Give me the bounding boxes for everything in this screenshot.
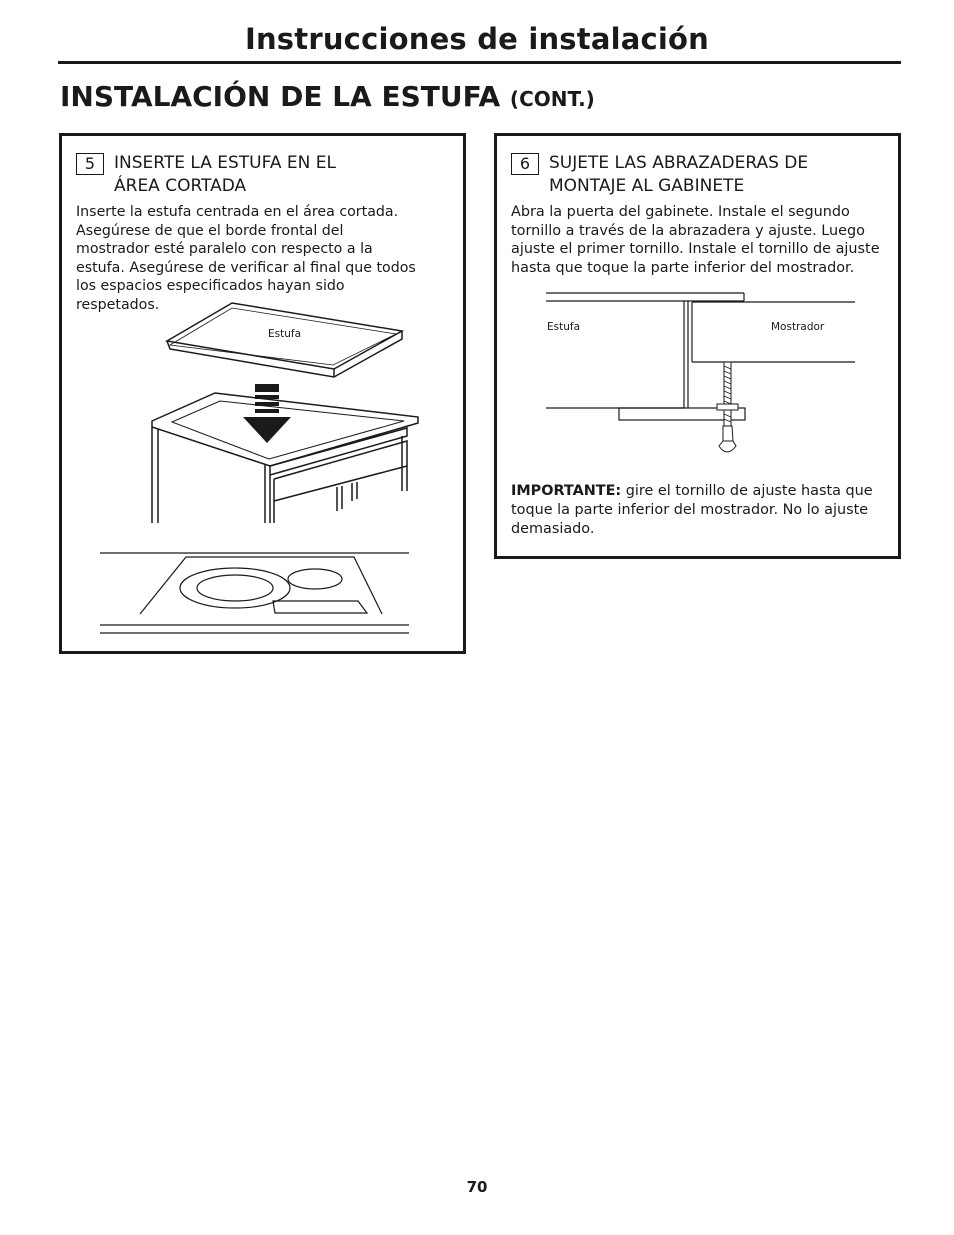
section-title-main: INSTALACIÓN DE LA ESTUFA [60,80,501,113]
step-5-panel [59,133,466,654]
step-6-panel [494,133,901,559]
step-6-number: 6 [511,153,539,175]
step-6-important-note [511,482,891,539]
step-5-title: INSERTE LA ESTUFA EN EL ÁREA CORTADA [114,153,336,196]
page-header-title: Instrucciones de instalación [244,22,710,56]
cooktop-insertion-illustration [62,291,463,651]
important-label: IMPORTANTE: [511,483,622,499]
step-5-number: 5 [76,153,104,175]
cooktop-top-view [100,553,409,633]
step-6-header [511,152,849,198]
cabinet-drawing [152,393,418,523]
step-5-body: Inserte la estufa centrada en el área cortada. Asegúrese de que el borde frontal del mostrador esté paralelo con respecto a la estufa. Asegúrese de verificar al final que todos los espacios especificados hayan sido respetados. [76,204,416,313]
step-6-figure-label-stove: Estufa [547,321,581,333]
step-6-figure-label-counter: Mostrador [771,321,825,333]
important-text: gire el tornillo de ajuste hasta que toque la parte inferior del mostrador. No lo ajuste demasiado. [511,483,873,537]
mounting-bracket-illustration [497,286,898,466]
page-number: 70 [466,1178,488,1196]
cooktop-drawing [167,303,402,377]
step-5-figure-label: Estufa [268,328,302,340]
section-title-suffix: (CONT.) [509,87,595,111]
step-6-body: Abra la puerta del gabinete. Instale el segundo tornillo a través de la abrazadera y ajuste. Luego ajuste el primer tornillo. Instale el tornillo de ajuste hasta que toque la parte inferior del mostrador. [511,204,880,276]
step-5-header [76,152,354,198]
step-6-title: SUJETE LAS ABRAZADERAS DE MONTAJE AL GABINETE [549,153,809,196]
adjustment-screw-icon [717,362,738,452]
header-divider [58,61,901,64]
section-title [60,80,595,113]
down-arrow-icon [243,384,291,443]
bracket-drawing [546,293,855,420]
